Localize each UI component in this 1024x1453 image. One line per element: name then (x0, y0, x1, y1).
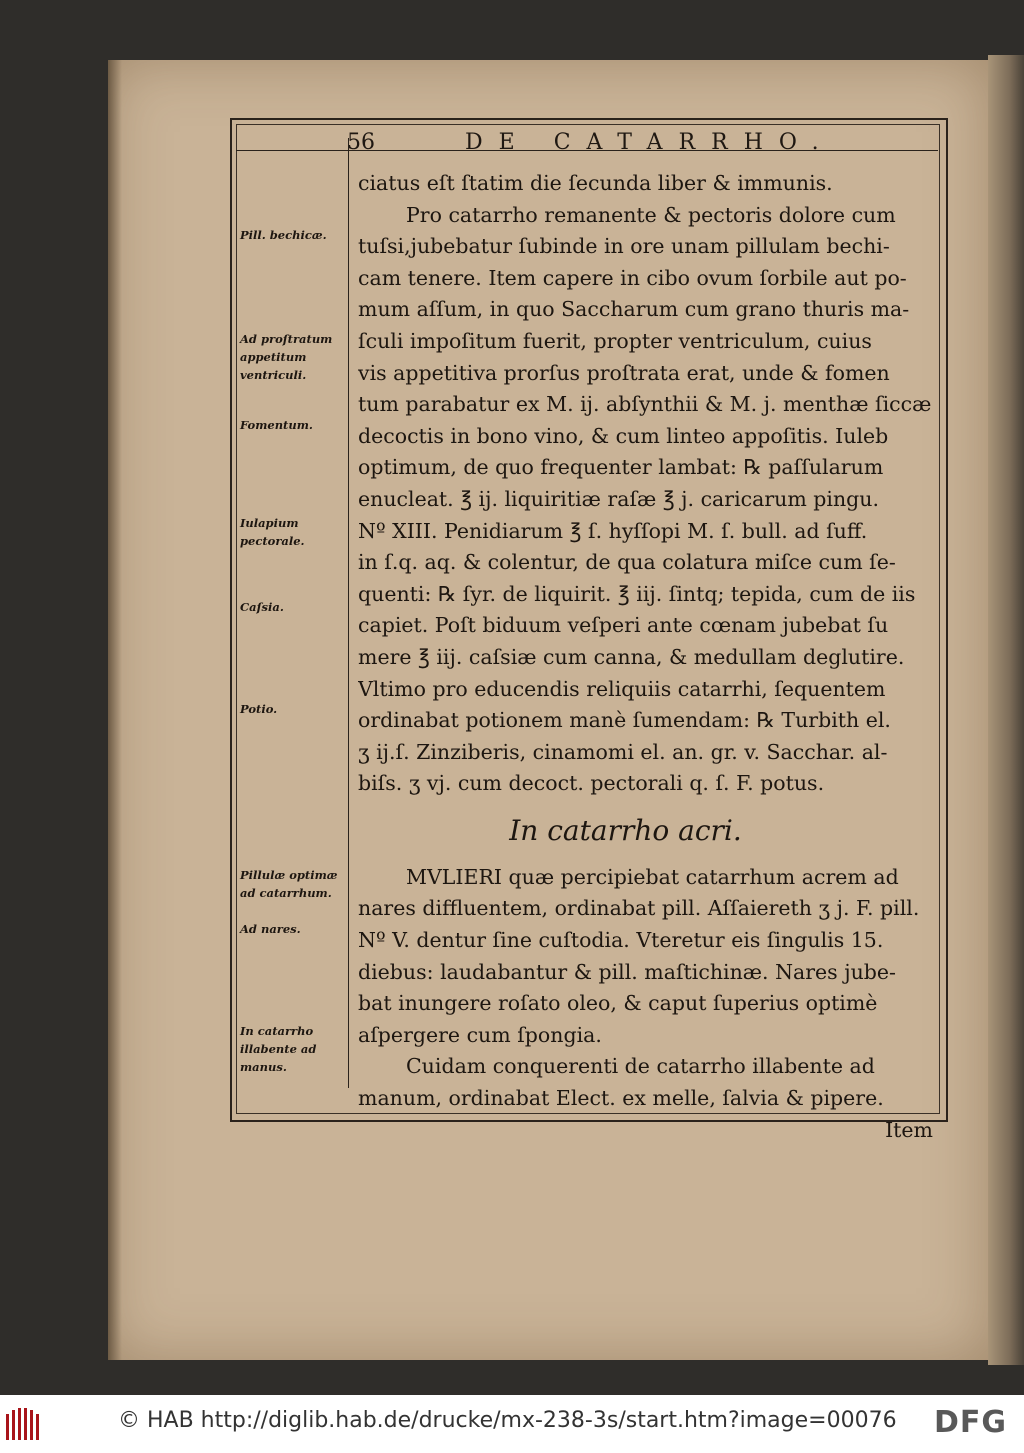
text-line: Nº V. dentur ſine cuſtodia. Vteretur eis ſingulis 15. (358, 928, 884, 953)
margin-note: Ad nares. (240, 922, 301, 936)
text-line: ciatus eſt ſtatim die ſecunda liber & immunis. (358, 171, 833, 195)
text-line: nares diffluentem, ordinabat pill. Aſſaiereth ʒ j. F. pill. (358, 896, 920, 921)
text-line: enucleat. ℥ ij. liquiritiæ raſæ ℥ j. caricarum pingu. (358, 486, 880, 511)
text-line: mum aſſum, in quo Saccharum cum grano thuris ma- (358, 297, 910, 322)
text-line: capiet. Poſt biduum veſperi ante cœnam jubebat ſu (358, 613, 889, 638)
text-line: vis appetitiva prorſus proſtrata erat, unde & fomen (358, 360, 890, 385)
text-line: optimum, de quo frequenter lambat: ℞ paſſularum (358, 455, 884, 480)
text-line: Cuidam conquerenti de catarrho illabente ad (406, 1054, 875, 1079)
text-line: Nº XIII. Penidiarum ℥ ſ. hyſſopi M. ſ. bull. ad ſuff. (358, 518, 868, 543)
text-line: aſpergere cum ſpongia. (358, 1022, 602, 1047)
running-header (345, 130, 935, 160)
page-gutter-shadow (108, 60, 122, 1360)
section-heading: In catarrho acri. (509, 813, 742, 847)
margin-note: Pill. bechicæ. (240, 228, 327, 242)
text-line: ordinabat potionem manè ſumendam: ℞ Turbith el. (358, 708, 891, 733)
margin-column-rule (348, 138, 349, 1088)
margin-note: Ad proſtratum appetitum ventriculi. (240, 332, 333, 382)
text-line: tuſsi,jubebatur ſubinde in ore unam pillulam bechi- (358, 234, 890, 259)
library-logo-icon (6, 1408, 46, 1440)
text-line: diebus: laudabantur & pill. maſtichinæ. Nares jube- (358, 959, 896, 984)
text-line: decoctis in bono vino, & cum linteo appoſitis. Iuleb (358, 423, 889, 448)
page-number: 56 (347, 130, 375, 155)
running-title: DE CATARRHO. (465, 130, 835, 155)
text-line: bat inungere roſato oleo, & caput ſuperius optimè (358, 991, 878, 1016)
margin-note: Fomentum. (240, 418, 313, 432)
text-line: quenti: ℞ ſyr. de liquirit. ℥ iij. ſintq; tepida, cum de iis (358, 581, 916, 606)
margin-note: Caſsia. (240, 600, 284, 614)
margin-note: Iulapium pectorale. (240, 516, 305, 548)
source-link[interactable]: © HAB http://diglib.hab.de/drucke/mx-238-3s/start.htm?image=00076 (118, 1408, 897, 1433)
text-line: biſs. ʒ vj. cum decoct. pectorali q. ſ. F. potus. (358, 771, 825, 796)
text-line: tum parabatur ex M. ij. abſynthii & M. j. menthæ ſiccæ (358, 392, 932, 417)
text-line: manum, ordinabat Elect. ex melle, ſalvia & pipere. (358, 1086, 884, 1111)
margin-note: In catarrho illabente ad manus. (240, 1024, 317, 1074)
margin-note: Potio. (240, 702, 278, 716)
text-line: ſculi impoſitum fuerit, propter ventriculum, cuius (358, 328, 872, 353)
text-line: Pro catarrho remanente & pectoris dolore cum (406, 202, 896, 227)
book-page-edge (988, 55, 1024, 1365)
main-text-block (358, 168, 933, 1146)
text-line: MVLIERI quæ percipiebat catarrhum acrem ad (406, 864, 899, 889)
margin-note: Pillulæ optimæ ad catarrhum. (240, 868, 338, 900)
viewer-footer (0, 1395, 1024, 1453)
catchword: Item (885, 1117, 933, 1142)
dfg-logo: DFG (934, 1405, 1008, 1440)
text-line: cam tenere. Item capere in cibo ovum ſorbile aut po- (358, 265, 907, 290)
text-line: ʒ ij.ſ. Zinziberis, cinamomi el. an. gr. v. Sacchar. al- (358, 739, 888, 764)
text-line: in ſ.q. aq. & colentur, de qua colatura miſce cum ſe- (358, 550, 896, 575)
text-line: mere ℥ iij. caſsiæ cum canna, & medullam deglutire. (358, 644, 905, 669)
text-line: Vltimo pro educendis reliquiis catarrhi, ſequentem (358, 676, 886, 701)
